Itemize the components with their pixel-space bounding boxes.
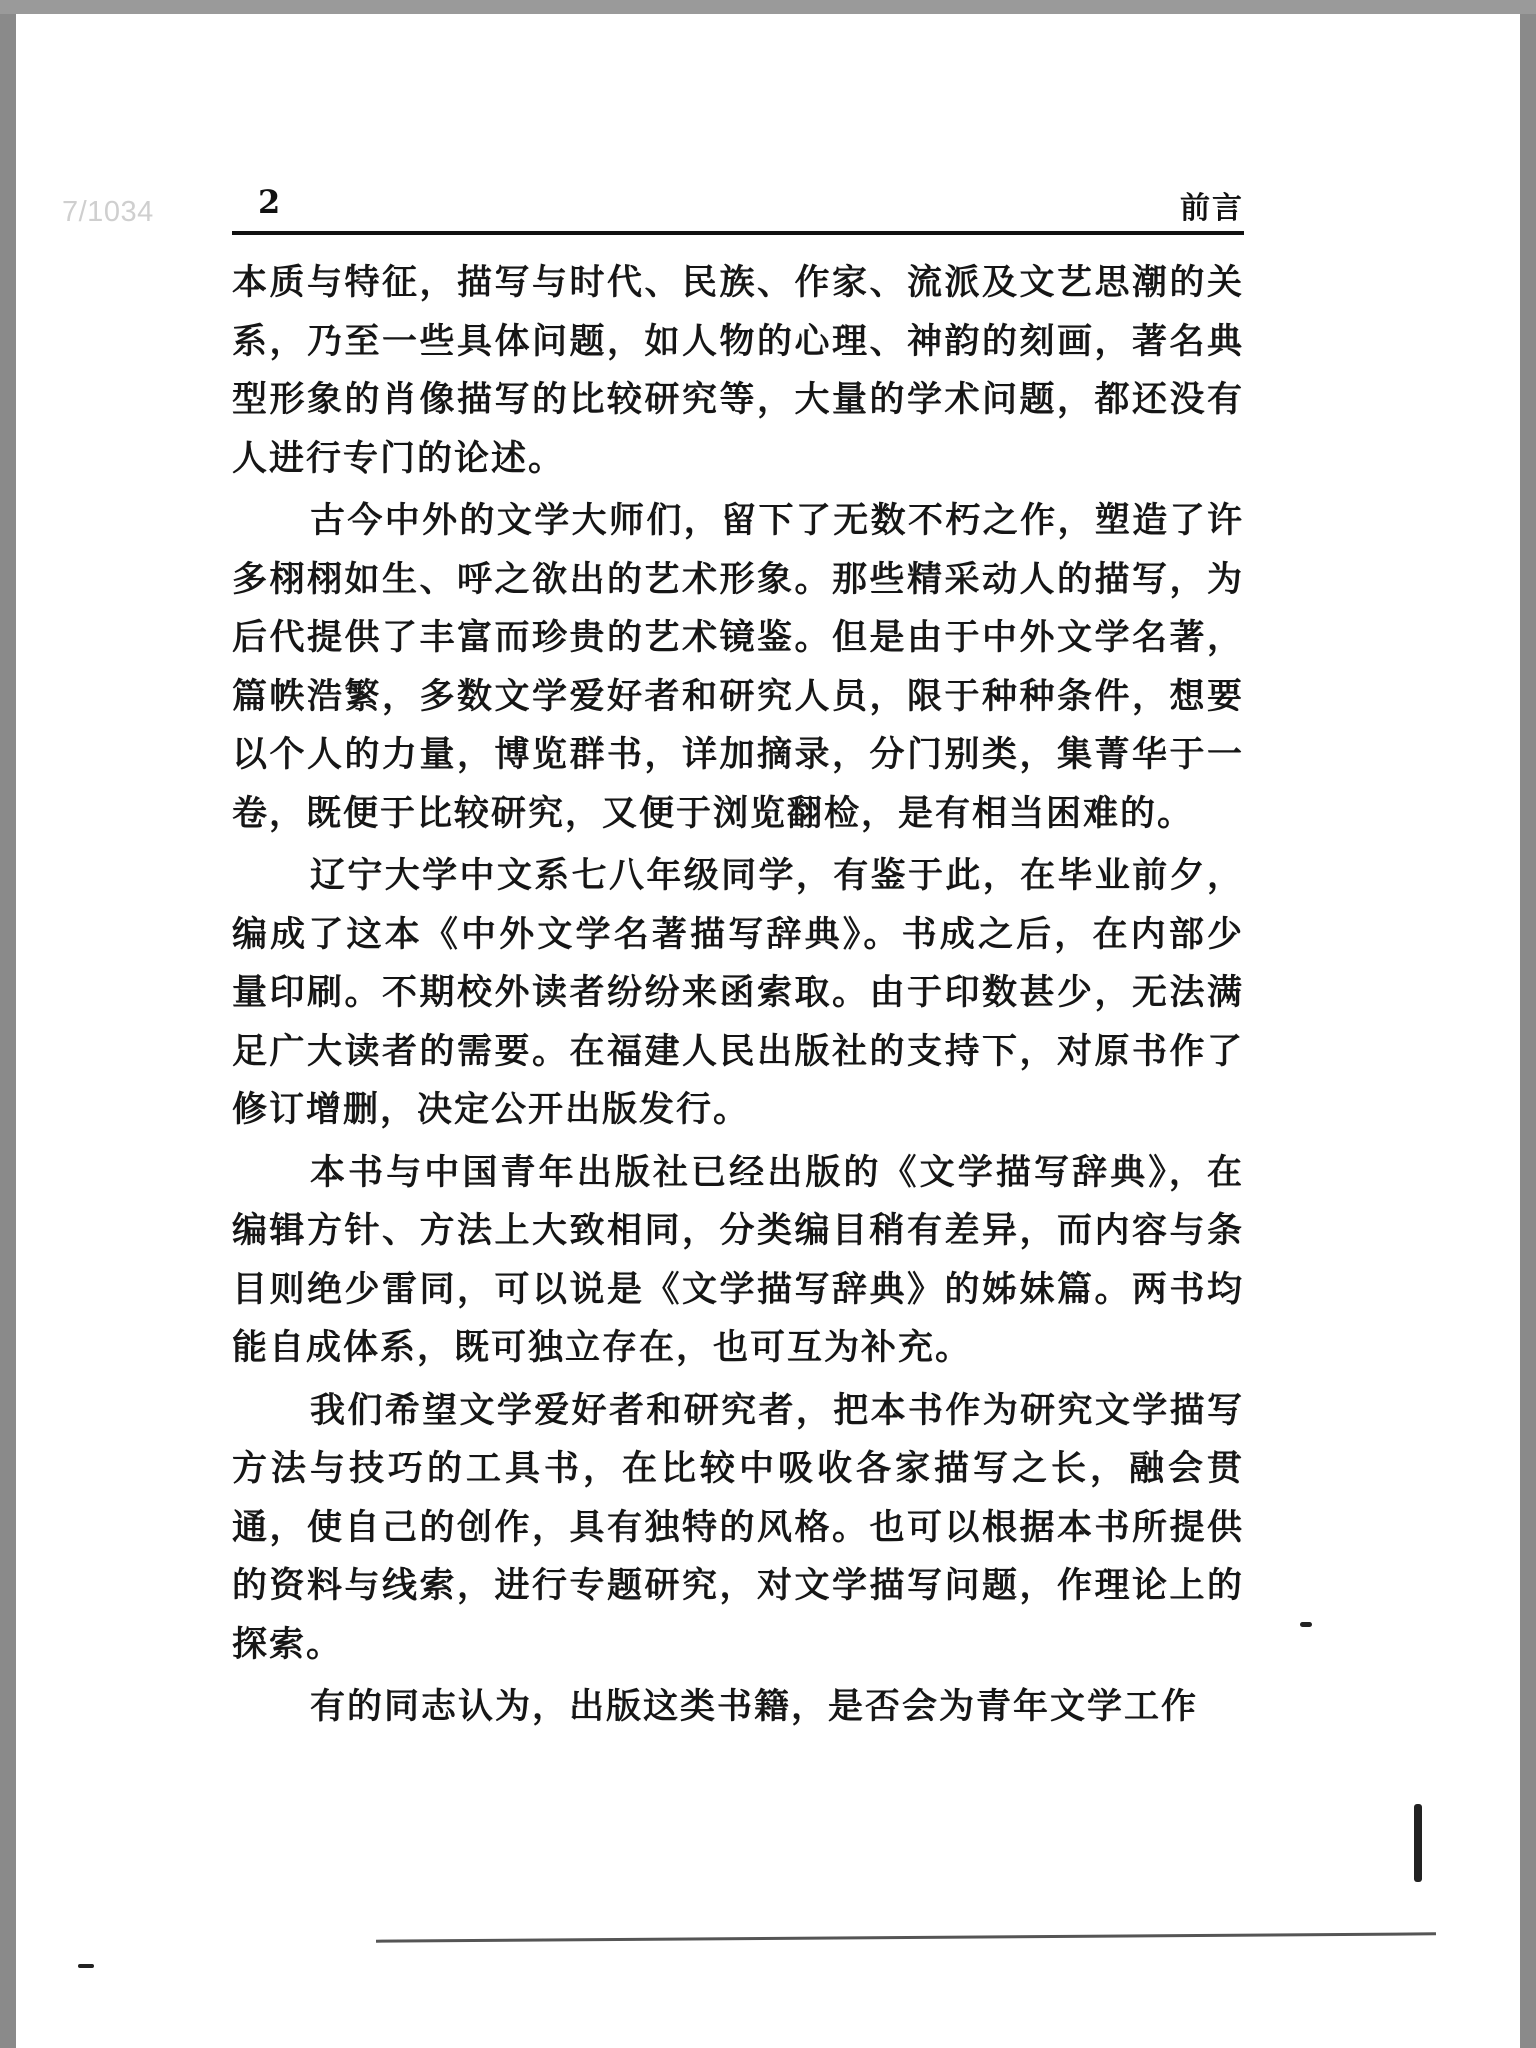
page-number: 2 [258,183,281,221]
page-counter: 7/1034 [62,196,154,228]
running-head [232,179,1244,235]
paragraph: 我们希望文学爱好者和研究者，把本书作为研究文学描写方法与技巧的工具书，在比较中吸收各家描写之长，融会贯通，使自己的创作，具有独特的风格。也可以根据本书所提供的资料与线索，进行专题研究，对文学描写问题，作理论上的探索。 [232,1389,1244,1665]
paragraph: 辽宁大学中文系七八年级同学，有鉴于此，在毕业前夕，编成了这本《中外文学名著描写辞典》。书成之后，在内部少量印刷。不期校外读者纷纷来函索取。由于印数甚少，无法满足广大读者的需要。在福建人民出版社的支持下，对原书作了修订增删，决定公开出版发行。 [232,855,1244,1130]
scan-artifact-mark [1414,1804,1422,1882]
header-rule [232,231,1244,235]
paragraph: 本质与特征，描写与时代、民族、作家、流派及文艺思潮的关系，乃至一些具体问题，如人物的心理、神韵的刻画，著名典型形象的肖像描写的比较研究等，大量的学术问题，都还没有人进行专门的论述。 [232,262,1244,479]
paragraph: 有的同志认为，出版这类书籍，是否会为青年文学工作 [310,1686,1199,1727]
scan-artifact-mark [78,1964,94,1968]
scan-bottom-rule [376,1932,1436,1942]
body-text [232,254,1244,1741]
document-page[interactable] [16,14,1520,2048]
scan-artifact-mark [1300,1622,1312,1627]
viewer-top-bar [0,0,1536,14]
paragraph: 古今中外的文学大师们，留下了无数不朽之作，塑造了许多栩栩如生、呼之欲出的艺术形象。那些精采动人的描写，为后代提供了丰富而珍贵的艺术镜鉴。但是由于中外文学名著，篇帙浩繁，多数文学爱好者和研究人员，限于种种条件，想要以个人的力量，博览群书，详加摘录，分门别类，集菁华于一卷，既便于比较研究，又便于浏览翻检，是有相当困难的。 [232,500,1244,834]
section-title: 前言 [1180,191,1244,226]
paragraph: 本书与中国青年出版社已经出版的《文学描写辞典》，在编辑方针、方法上大致相同，分类编目稍有差异，而内容与条目则绝少雷同，可以说是《文学描写辞典》的姊妹篇。两书均能自成体系，既可独立存在，也可互为补充。 [232,1151,1244,1368]
